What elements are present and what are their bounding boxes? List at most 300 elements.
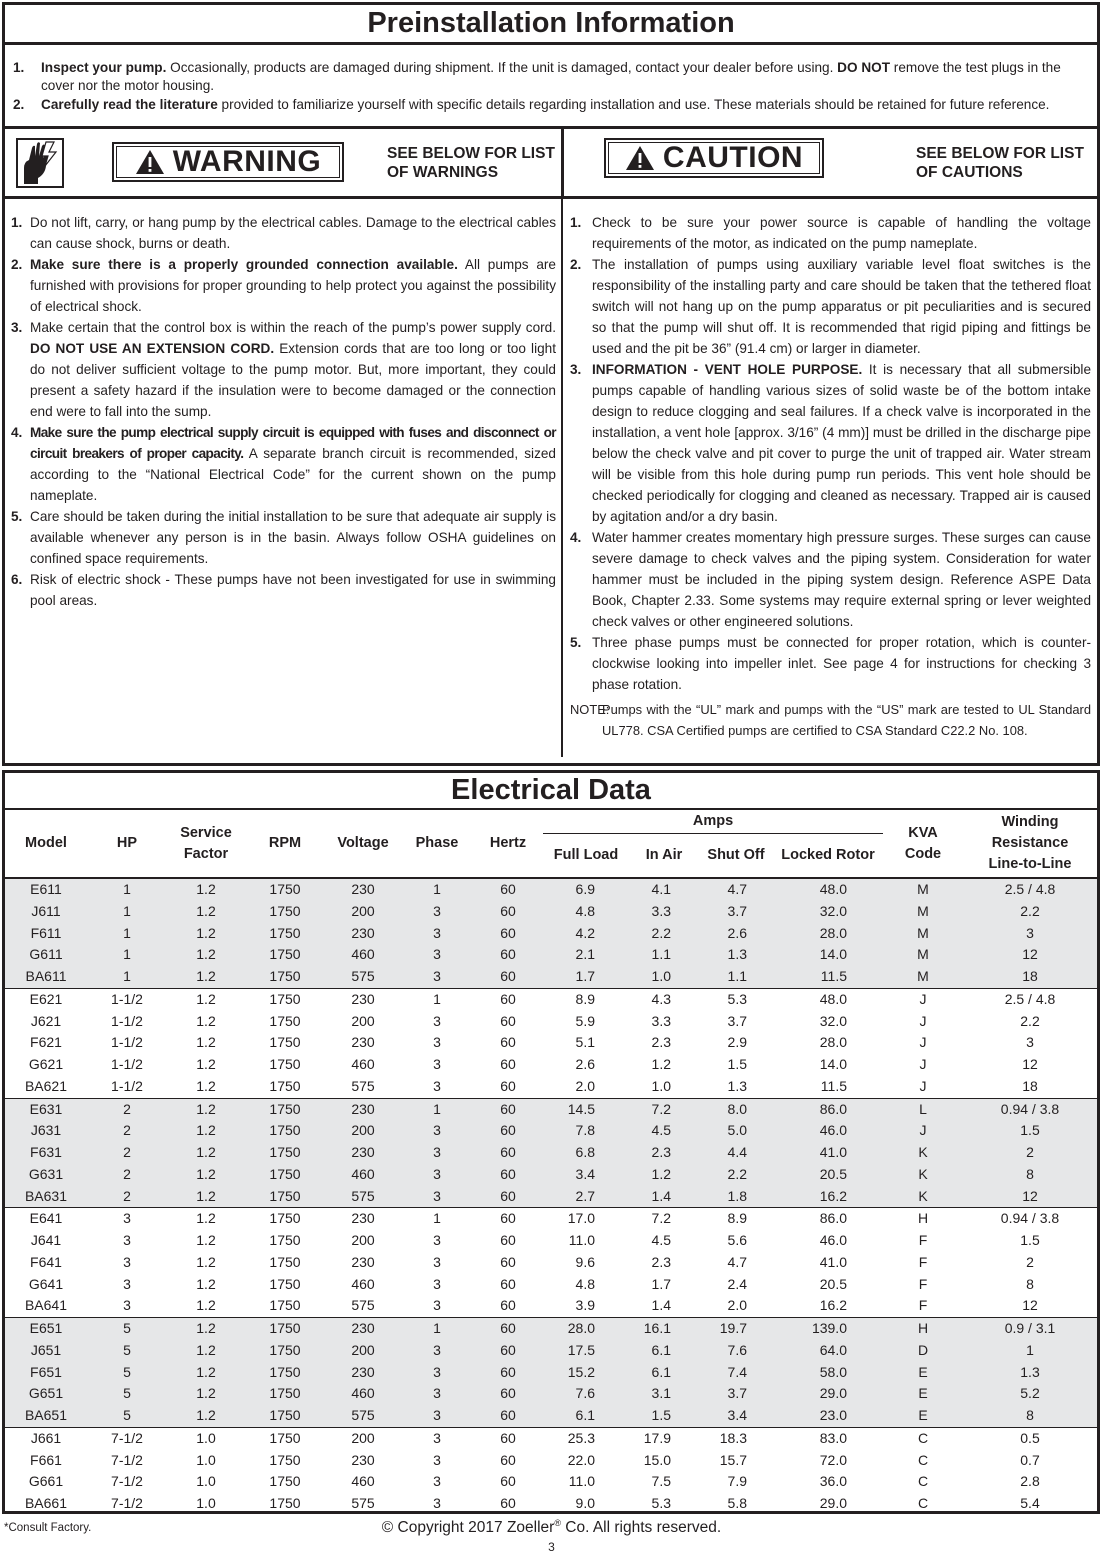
cell-model: G651: [5, 1383, 87, 1405]
warning-body: A separate branch circuit is recommended, sized according to the “National Electrical Code” for the current shown on the pump nameplate.: [30, 446, 556, 503]
cell-in-air: 4.5: [651, 1232, 671, 1248]
cell-shut-off: 8.0: [699, 1098, 773, 1120]
cell-full-load: 4.8: [575, 1275, 595, 1292]
cautions-list: [564, 199, 1097, 763]
cell-service-factor: 1.2: [167, 1120, 245, 1142]
cell-kva-code: K: [883, 1164, 963, 1186]
cell-model: J641: [30, 1232, 62, 1248]
electrical-data-section: [2, 770, 1100, 1514]
cell-voltage: 575: [351, 1297, 375, 1314]
cell-full-load: 4.2: [543, 923, 629, 945]
cell-hp: 7-1/2: [111, 1473, 143, 1490]
cell-locked-rotor: 14.0: [819, 1056, 847, 1072]
cell-shut-off: 5.3: [699, 988, 773, 1010]
cell-model: BA631: [5, 1186, 87, 1208]
cell-full-load: 11.0: [568, 1232, 595, 1248]
table-row: [5, 1252, 1097, 1274]
cell-kva-code: K: [883, 1142, 963, 1164]
cell-hp: 2: [87, 1164, 167, 1186]
cell-kva-code: C: [917, 1495, 929, 1511]
cell-in-air: 4.3: [629, 988, 699, 1010]
cell-full-load: 6.8: [543, 1142, 629, 1164]
warning-item: [11, 212, 556, 254]
caution-item: [570, 359, 1091, 527]
cell-kva-code: M: [883, 944, 963, 966]
note-text: Pumps with the “UL” mark and pumps with the “US” mark are tested to UL Standard UL778. CSA Certified pumps are certified to CSA Standard C22.2 No. 108.: [602, 702, 1091, 738]
cell-kva-code: M: [883, 966, 963, 988]
cell-rpm: 1750: [269, 1495, 301, 1511]
cell-kva-code: H: [883, 1208, 963, 1230]
cell-hp: 3: [87, 1208, 167, 1230]
cell-model: J621: [30, 1012, 62, 1029]
cell-in-air: 1.0: [629, 966, 699, 988]
cell-hertz: 60: [500, 1232, 516, 1248]
warning-item: [11, 569, 556, 611]
cell-in-air: 1.4: [651, 1297, 671, 1314]
cell-model: E621: [5, 988, 87, 1010]
cell-locked-rotor: 36.0: [819, 1473, 847, 1490]
cell-in-air: 3.3: [651, 1012, 671, 1029]
cell-in-air: 2.3: [651, 1034, 671, 1051]
cell-winding-resistance: 2.5 / 4.8: [963, 878, 1097, 901]
cell-locked-rotor: 139.0: [773, 1318, 883, 1340]
cell-service-factor: 1.2: [167, 1362, 245, 1384]
cell-rpm: 1750: [269, 1473, 301, 1490]
cell-phase: 1: [401, 988, 473, 1010]
cell-locked-rotor: 23.0: [773, 1405, 883, 1427]
col-header-hertz: Hertz: [473, 810, 543, 878]
cell-full-load: 2.1: [543, 944, 629, 966]
caution-item: [570, 632, 1091, 695]
warning-number: 6.: [11, 572, 23, 587]
warning-text: [30, 422, 556, 506]
cell-kva-code: K: [883, 1186, 963, 1208]
caution-text: [592, 359, 1091, 527]
cell-model: F641: [30, 1253, 62, 1270]
cell-hertz: 60: [473, 1164, 543, 1186]
cell-winding-resistance: 1.3: [963, 1362, 1097, 1384]
cell-voltage: 200: [325, 1340, 401, 1362]
electrical-data-title: Electrical Data: [5, 773, 1097, 810]
cell-full-load: 15.2: [543, 1362, 629, 1384]
cell-winding-resistance: 2: [963, 1142, 1097, 1164]
cell-shut-off: 19.7: [699, 1318, 773, 1340]
cell-voltage: 230: [325, 1318, 401, 1340]
cell-service-factor: 1.2: [167, 966, 245, 988]
service-factor-label: Service Factor: [180, 824, 232, 862]
registered-mark: ®: [554, 1518, 561, 1528]
cell-hp: 1-1/2: [111, 1077, 143, 1094]
cell-phase: 3: [433, 1034, 441, 1051]
cell-rpm: 1750: [269, 1451, 301, 1468]
cell-winding-resistance: 1: [963, 1340, 1097, 1362]
warning-body: Risk of electric shock - These pumps have not been investigated for use in swimming pool areas.: [30, 572, 556, 608]
cell-voltage: 575: [325, 1405, 401, 1427]
warning-number: 3.: [11, 320, 23, 335]
table-row: [5, 988, 1097, 1010]
cell-shut-off: 1.3: [727, 1077, 747, 1094]
preinstallation-section: [2, 2, 1100, 766]
cell-service-factor: 1.2: [167, 923, 245, 945]
col-header-voltage: Voltage: [325, 810, 401, 878]
cell-in-air: 2.3: [651, 1253, 671, 1270]
cell-hertz: 60: [473, 901, 543, 923]
cell-voltage: 460: [325, 1164, 401, 1186]
cell-locked-rotor: 41.0: [819, 1253, 847, 1270]
cell-winding-resistance: 8: [1026, 1275, 1034, 1292]
copyright: [0, 1518, 1103, 1537]
cell-hertz: 60: [473, 1142, 543, 1164]
cell-locked-rotor: 72.0: [819, 1451, 847, 1468]
cell-voltage: 575: [325, 1186, 401, 1208]
cell-full-load: 22.0: [567, 1451, 595, 1468]
cell-kva-code: J: [919, 1056, 927, 1072]
column-divider: [561, 197, 563, 757]
cell-phase: 3: [433, 1077, 441, 1094]
cell-hp: 3: [123, 1232, 131, 1248]
col-header-service-factor: [167, 810, 245, 878]
cell-winding-resistance: 5.4: [1020, 1495, 1040, 1511]
cell-model: BA641: [24, 1297, 68, 1314]
warning-text: [30, 317, 556, 422]
cell-locked-rotor: 29.0: [773, 1383, 883, 1405]
warning-banner: [5, 129, 564, 196]
cell-model: F611: [5, 923, 87, 945]
cell-locked-rotor: 20.5: [819, 1275, 847, 1292]
cell-winding-resistance: 2.2: [1020, 1012, 1040, 1029]
warning-item: [11, 422, 556, 506]
cell-hp: 1-1/2: [111, 1056, 143, 1072]
cell-kva-code: F: [918, 1275, 928, 1292]
cell-hertz: 60: [473, 944, 543, 966]
col-header-full-load: Full Load: [543, 833, 629, 878]
col-header-rpm: RPM: [245, 810, 325, 878]
cell-service-factor: 1.2: [196, 1012, 216, 1029]
table-row: [5, 1383, 1097, 1405]
note-label: NOTE:: [570, 702, 610, 717]
caution-text: Three phase pumps must be connected for proper rotation, which is counter-clockwise looking into impeller inlet. See page 4 for instructions for checking 3 phase rotation.: [592, 635, 1091, 692]
cell-locked-rotor: 58.0: [773, 1362, 883, 1384]
cell-model: J631: [5, 1120, 87, 1142]
preinstallation-title: Preinstallation Information: [5, 5, 1097, 45]
cell-hertz: 60: [473, 988, 543, 1010]
cell-hp: 2: [87, 1098, 167, 1120]
cell-rpm: 1750: [245, 966, 325, 988]
cell-phase: 3: [401, 1405, 473, 1427]
table-row: [5, 1076, 1097, 1098]
warning-number: 5.: [11, 509, 23, 524]
cell-hertz: 60: [473, 966, 543, 988]
cell-full-load: 8.9: [543, 988, 629, 1010]
intro-item-number: 1.: [13, 60, 25, 75]
cell-full-load: 5.1: [575, 1034, 595, 1051]
cell-shut-off: 3.7: [699, 901, 773, 923]
warning-text: [30, 212, 556, 254]
cell-winding-resistance: 12: [963, 944, 1097, 966]
cell-voltage: 200: [325, 901, 401, 923]
cell-in-air: 16.1: [629, 1318, 699, 1340]
cell-in-air: 7.2: [629, 1208, 699, 1230]
cell-rpm: 1750: [245, 988, 325, 1010]
cell-hp: 7-1/2: [87, 1427, 167, 1449]
cell-rpm: 1750: [245, 1427, 325, 1449]
warning-text: [30, 569, 556, 611]
cell-service-factor: 1.2: [167, 1340, 245, 1362]
cell-kva-code: M: [883, 901, 963, 923]
cell-winding-resistance: 0.94 / 3.8: [963, 1098, 1097, 1120]
caution-number: 1.: [570, 215, 582, 230]
cell-winding-resistance: 18: [1022, 1077, 1038, 1094]
winding-resistance-label: Winding Resistance Line-to-Line: [988, 814, 1072, 872]
cell-locked-rotor: 20.5: [773, 1164, 883, 1186]
cell-in-air: 17.9: [629, 1427, 699, 1449]
cell-winding-resistance: 12: [963, 1186, 1097, 1208]
table-row: [5, 1230, 1097, 1252]
cell-voltage: 230: [325, 1208, 401, 1230]
table-row: [5, 1493, 1097, 1515]
warning-item: [11, 506, 556, 569]
intro-item-body-2: remove the test plugs in the cover nor the motor housing.: [41, 60, 1061, 93]
cell-locked-rotor: 32.0: [773, 901, 883, 923]
cell-hertz: 60: [500, 1275, 516, 1292]
table-row: [5, 944, 1097, 966]
cell-phase: 3: [401, 1142, 473, 1164]
cell-kva-code: F: [918, 1232, 928, 1248]
cell-hertz: 60: [473, 1383, 543, 1405]
table-row: [5, 1098, 1097, 1120]
cell-voltage: 200: [325, 1427, 401, 1449]
cell-phase: 3: [433, 1253, 441, 1270]
cell-hp: 1: [87, 923, 167, 945]
cell-hertz: 60: [500, 1056, 516, 1072]
cell-hp: 1: [87, 901, 167, 923]
warning-body: Do not lift, carry, or hang pump by the electrical cables. Damage to the electrical cables can cause shock, burns or death.: [30, 215, 556, 251]
cell-in-air: 1.2: [651, 1056, 671, 1072]
caution-number: 3.: [570, 362, 582, 377]
cell-in-air: 1.2: [629, 1164, 699, 1186]
cell-locked-rotor: 28.0: [773, 923, 883, 945]
caution-item: [570, 254, 1091, 359]
intro-item-number: 2.: [13, 97, 25, 112]
warning-triangle-icon: [135, 149, 165, 175]
cell-hp: 5: [87, 1340, 167, 1362]
cell-phase: 3: [433, 1451, 441, 1468]
cell-shut-off: 5.8: [727, 1495, 747, 1511]
cell-hertz: 60: [473, 1098, 543, 1120]
cell-rpm: 1750: [245, 1318, 325, 1340]
cell-rpm: 1750: [269, 1275, 301, 1292]
cell-rpm: 1750: [245, 1340, 325, 1362]
electrical-data-rows: [5, 878, 1097, 1515]
warning-number: 4.: [11, 425, 23, 440]
cell-phase: 3: [433, 1297, 441, 1314]
cell-hertz: 60: [473, 1318, 543, 1340]
cell-voltage: 230: [351, 1253, 375, 1270]
col-header-model: Model: [5, 810, 87, 878]
cell-shut-off: 2.6: [699, 923, 773, 945]
warning-emphasis: DO NOT USE AN EXTENSION CORD.: [30, 341, 275, 356]
cell-phase: 3: [401, 1340, 473, 1362]
cell-in-air: 2.2: [629, 923, 699, 945]
table-row: [5, 1208, 1097, 1230]
cell-locked-rotor: 32.0: [819, 1012, 847, 1029]
cell-phase: 3: [401, 1362, 473, 1384]
electrical-data-table: [5, 810, 1097, 1515]
warnings-list: [5, 199, 564, 763]
cell-full-load: 3.9: [575, 1297, 595, 1314]
cell-phase: 3: [433, 1473, 441, 1490]
cell-hp: 1-1/2: [111, 1034, 143, 1051]
cell-voltage: 230: [325, 988, 401, 1010]
consult-factory-note: *Consult Factory.: [4, 1522, 92, 1534]
cell-winding-resistance: 0.94 / 3.8: [963, 1208, 1097, 1230]
cell-full-load: 1.7: [543, 966, 629, 988]
table-row: [5, 878, 1097, 901]
table-row: [5, 1450, 1097, 1472]
cell-full-load: 17.0: [543, 1208, 629, 1230]
cell-voltage: 575: [351, 1077, 375, 1094]
cell-kva-code: M: [883, 878, 963, 901]
cell-full-load: 2.0: [575, 1077, 595, 1094]
cell-shut-off: 7.4: [699, 1362, 773, 1384]
table-row: [5, 1405, 1097, 1427]
cell-service-factor: 1.0: [196, 1495, 216, 1511]
cell-service-factor: 1.0: [196, 1451, 216, 1468]
cell-winding-resistance: 3: [963, 923, 1097, 945]
cell-voltage: 230: [325, 1142, 401, 1164]
cell-winding-resistance: 2.5 / 4.8: [963, 988, 1097, 1010]
cell-rpm: 1750: [269, 1297, 301, 1314]
table-row: [5, 1120, 1097, 1142]
cell-winding-resistance: 2: [1026, 1253, 1034, 1270]
cell-locked-rotor: 29.0: [819, 1495, 847, 1511]
cell-locked-rotor: 46.0: [773, 1120, 883, 1142]
cell-full-load: 3.4: [543, 1164, 629, 1186]
cell-voltage: 460: [351, 1056, 375, 1072]
cell-hp: 5: [87, 1318, 167, 1340]
cell-shut-off: 7.9: [727, 1473, 747, 1490]
warning-number: 1.: [11, 215, 23, 230]
cell-in-air: 3.3: [629, 901, 699, 923]
cell-hp: 1-1/2: [111, 1012, 143, 1029]
cell-service-factor: 1.2: [167, 1142, 245, 1164]
cell-service-factor: 1.2: [196, 1253, 216, 1270]
cell-voltage: 230: [325, 923, 401, 945]
cell-full-load: 6.9: [543, 878, 629, 901]
cell-shut-off: 3.4: [699, 1405, 773, 1427]
cell-hertz: 60: [473, 878, 543, 901]
cell-rpm: 1750: [245, 1164, 325, 1186]
caution-item: [570, 212, 1091, 254]
cell-voltage: 460: [351, 1473, 375, 1490]
cell-rpm: 1750: [245, 923, 325, 945]
cell-hertz: 60: [473, 923, 543, 945]
intro-item-body: provided to familiarize yourself with specific details regarding installation and use. These materials should be retained for future reference.: [217, 97, 1050, 112]
warning-see-below: SEE BELOW FOR LIST OF WARNINGS: [387, 145, 555, 181]
cell-hp: 3: [123, 1275, 131, 1292]
cell-locked-rotor: 16.2: [773, 1186, 883, 1208]
cell-full-load: 28.0: [543, 1318, 629, 1340]
cell-hertz: 60: [500, 1495, 516, 1511]
hazard-banner: [5, 129, 1097, 199]
warning-word: WARNING: [172, 145, 322, 178]
table-row: [5, 966, 1097, 988]
cell-model: BA661: [24, 1495, 68, 1511]
table-row: [5, 1318, 1097, 1340]
warning-item: [11, 317, 556, 422]
cell-winding-resistance: 0.7: [1020, 1451, 1040, 1468]
caution-number: 5.: [570, 635, 582, 650]
cell-in-air: 6.1: [629, 1362, 699, 1384]
cell-in-air: 2.3: [629, 1142, 699, 1164]
cell-model: F631: [5, 1142, 87, 1164]
cell-winding-resistance: 1.5: [963, 1120, 1097, 1142]
cell-winding-resistance: 12: [1022, 1056, 1038, 1072]
cell-phase: 1: [401, 1318, 473, 1340]
cell-phase: 3: [433, 1275, 441, 1292]
cell-winding-resistance: 0.9 / 3.1: [963, 1318, 1097, 1340]
cell-service-factor: 1.2: [167, 1405, 245, 1427]
intro-item-text: [41, 59, 1089, 95]
cell-shut-off: 1.8: [699, 1186, 773, 1208]
table-row: [5, 1054, 1097, 1076]
cell-hertz: 60: [500, 1012, 516, 1029]
cell-shut-off: 1.1: [699, 966, 773, 988]
cell-service-factor: 1.2: [167, 901, 245, 923]
electric-shock-icon: [16, 138, 64, 188]
cell-phase: 3: [401, 1164, 473, 1186]
cell-hp: 1-1/2: [87, 988, 167, 1010]
cell-kva-code: J: [883, 988, 963, 1010]
cell-model: BA611: [5, 966, 87, 988]
cell-in-air: 1.5: [629, 1405, 699, 1427]
cell-in-air: 15.0: [643, 1451, 671, 1468]
intro-list: [5, 45, 1097, 129]
caution-sign: [604, 138, 824, 178]
cell-service-factor: 1.2: [167, 1318, 245, 1340]
warning-sign: [112, 142, 344, 182]
cell-locked-rotor: 14.0: [773, 944, 883, 966]
cell-kva-code: J: [919, 1034, 927, 1051]
cell-service-factor: 1.2: [167, 1186, 245, 1208]
copyright-text: © Copyright 2017 Zoeller: [381, 1519, 555, 1537]
cell-full-load: 4.8: [543, 901, 629, 923]
caution-text: Check to be sure your power source is capable of handling the voltage requirements of the motor, as indicated on the pump nameplate.: [592, 215, 1091, 251]
cell-voltage: 460: [351, 1275, 375, 1292]
cell-shut-off: 4.7: [727, 1253, 747, 1270]
cell-model: E611: [5, 878, 87, 901]
cell-rpm: 1750: [269, 1077, 301, 1094]
cell-rpm: 1750: [269, 1056, 301, 1072]
cell-winding-resistance: 18: [963, 966, 1097, 988]
cell-kva-code: E: [883, 1383, 963, 1405]
cell-winding-resistance: 8: [963, 1164, 1097, 1186]
cell-rpm: 1750: [245, 1362, 325, 1384]
intro-item-body: Occasionally, products are damaged during shipment. If the unit is damaged, contact your dealer before using.: [166, 60, 838, 75]
copyright-text-2: Co. All rights reserved.: [560, 1519, 722, 1537]
cell-in-air: 1.4: [629, 1186, 699, 1208]
cell-full-load: 9.6: [575, 1253, 595, 1270]
intro-item-text: [41, 96, 1049, 114]
cell-in-air: 1.0: [651, 1077, 671, 1094]
cell-locked-rotor: 16.2: [819, 1297, 847, 1314]
cell-in-air: 1.1: [629, 944, 699, 966]
cell-model: G621: [28, 1056, 64, 1072]
cell-model: G631: [5, 1164, 87, 1186]
cell-hp: 5: [87, 1405, 167, 1427]
intro-item: [13, 96, 1089, 114]
col-header-hp: HP: [87, 810, 167, 878]
